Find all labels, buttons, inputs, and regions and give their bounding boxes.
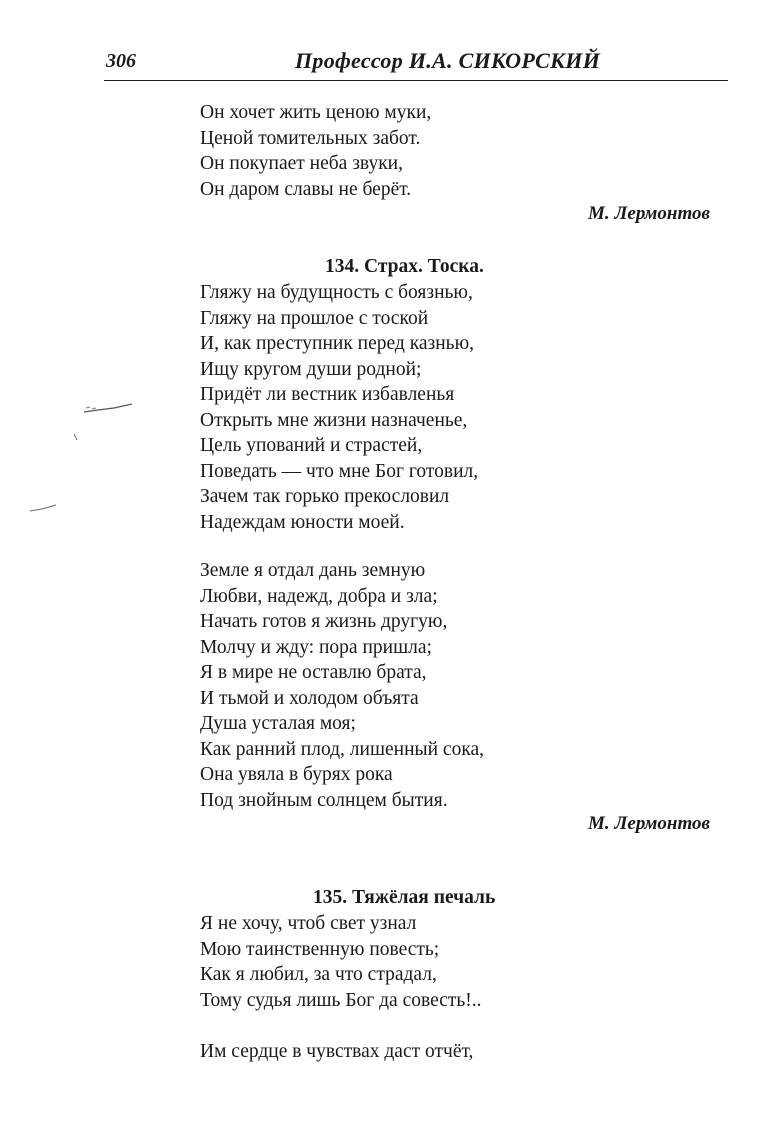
running-title: Профессор И.А. СИКОРСКИЙ — [295, 48, 601, 73]
verse-line: Поведать — что мне Бог готовил, — [200, 460, 479, 482]
verse-line: Ищу кругом души родной; — [200, 358, 422, 380]
verse-line: Земле я отдал дань земную — [200, 560, 426, 581]
verse-line: Он хочет жить ценою муки, — [200, 102, 432, 123]
scan-mark — [80, 400, 135, 420]
verse-line: Я в мире не оставлю брата, — [200, 662, 427, 683]
poem-title-135: 135. Тяжёлая печаль — [313, 887, 496, 908]
verse-line: Она увяла в бурях рока — [200, 764, 393, 785]
verse-line: Под знойным солнцем бытия. — [200, 789, 448, 811]
verse-line: Тому судья лишь Бог да совесть!.. — [200, 989, 482, 1011]
verse-line: И, как преступник перед казнью, — [200, 333, 475, 354]
verse-line: Придёт ли вестник избавленья — [200, 384, 455, 405]
poem-135-stanza-2 — [200, 1039, 473, 1065]
verse-line: Он покупает неба звуки, — [200, 153, 403, 174]
verse-line: Молчу и жду: пора пришла; — [200, 636, 432, 658]
verse-line: Им сердце в чувствах даст отчёт, — [200, 1041, 474, 1062]
scan-mark — [28, 502, 58, 514]
verse-line: Мою таинственную повесть; — [200, 938, 440, 960]
verse-line: Как я любил, за что страдал, — [200, 964, 437, 985]
author-signature: М. Лермонтов — [588, 203, 710, 224]
verse-line: Открыть мне жизни назначенье, — [200, 409, 468, 431]
author-signature: М. Лермонтов — [588, 813, 710, 834]
verse-line: Зачем так горько прекословил — [200, 486, 450, 507]
verse-line: Начать готов я жизнь другую, — [200, 611, 448, 632]
stanza-top — [200, 100, 431, 202]
scan-mark — [72, 432, 80, 442]
verse-line: Я не хочу, чтоб свет узнал — [200, 913, 417, 934]
poem-134-stanza-2 — [200, 558, 484, 813]
verse-line: Гляжу на будущность с боязнью, — [200, 282, 473, 303]
verse-line: Любви, надежд, добра и зла; — [200, 585, 438, 607]
page-number: 306 — [106, 50, 136, 72]
verse-line: Цель упований и страстей, — [200, 435, 423, 456]
poem-title-134: 134. Страх. Тоска. — [325, 256, 484, 277]
verse-line: Ценой томительных забот. — [200, 127, 421, 149]
verse-line: Как ранний плод, лишенный сока, — [200, 738, 485, 760]
verse-line: Душа усталая моя; — [200, 713, 356, 734]
verse-line: Гляжу на прошлое с тоской — [200, 307, 429, 329]
poem-134-stanza-1 — [200, 280, 478, 535]
verse-line: И тьмой и холодом объята — [200, 687, 419, 709]
poem-135-stanza-1 — [200, 911, 482, 1013]
verse-line: Он даром славы не берёт. — [200, 178, 412, 200]
verse-line: Надеждам юности моей. — [200, 511, 405, 533]
header-rule — [104, 80, 728, 81]
